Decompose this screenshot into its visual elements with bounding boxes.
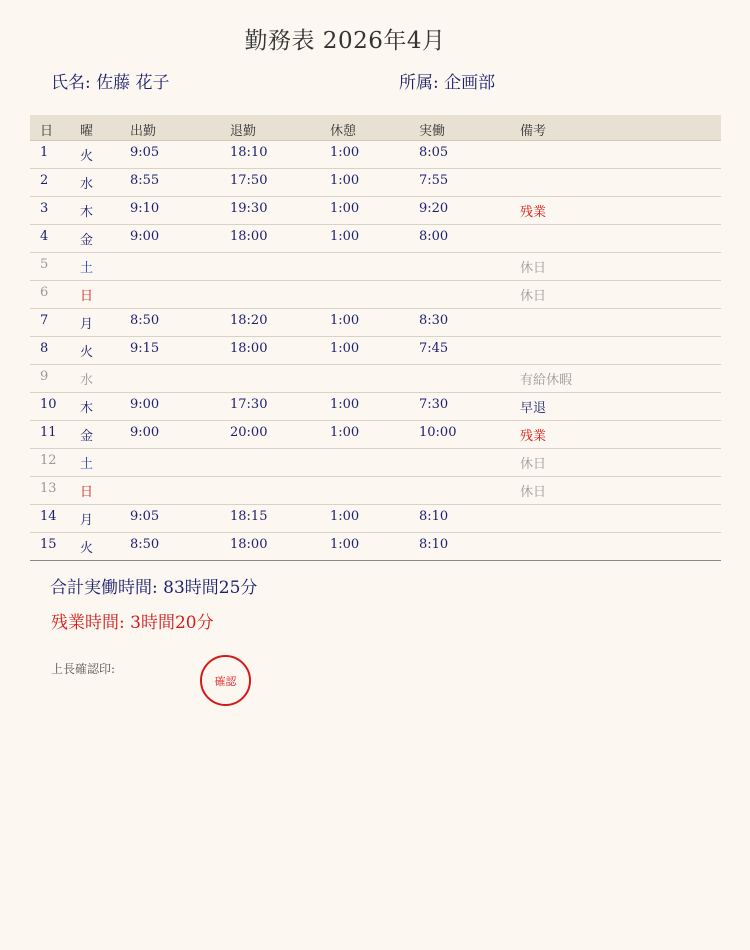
cell-weekday: 木 <box>80 205 94 220</box>
cell-clock-in: 8:50 <box>130 537 160 552</box>
cell-weekday: 月 <box>80 513 94 528</box>
cell-break: 1:00 <box>330 201 360 216</box>
header-clock-in: 出勤 <box>130 124 157 139</box>
cell-break: 1:00 <box>330 173 360 188</box>
table-header <box>30 115 721 141</box>
cell-work: 10:00 <box>419 425 457 440</box>
header-weekday: 曜 <box>80 124 94 139</box>
cell-weekday: 火 <box>80 345 94 360</box>
table-row <box>30 169 721 197</box>
cell-weekday: 金 <box>80 429 94 444</box>
cell-weekday: 日 <box>80 289 94 304</box>
cell-break: 1:00 <box>330 229 360 244</box>
cell-break: 1:00 <box>330 341 360 356</box>
total-work-time: 合計実働時間: 83時間25分 <box>50 578 258 598</box>
cell-weekday: 土 <box>80 457 94 472</box>
cell-work: 8:00 <box>419 229 449 244</box>
cell-note: 休日 <box>520 289 547 304</box>
table-row <box>30 225 721 253</box>
cell-clock-out: 18:10 <box>230 145 268 160</box>
cell-weekday: 日 <box>80 485 94 500</box>
cell-work: 8:10 <box>419 537 449 552</box>
stamp-text: 確認 <box>214 674 237 688</box>
cell-day: 10 <box>40 397 57 412</box>
table-row <box>30 477 721 505</box>
cell-clock-in: 8:50 <box>130 313 160 328</box>
cell-clock-out: 18:00 <box>230 341 268 356</box>
table-row <box>30 421 721 449</box>
cell-clock-out: 18:20 <box>230 313 268 328</box>
cell-weekday: 土 <box>80 261 94 276</box>
cell-weekday: 火 <box>80 541 94 556</box>
cell-day: 6 <box>40 285 49 300</box>
header-day: 日 <box>40 124 54 139</box>
cell-day: 13 <box>40 481 57 496</box>
cell-note: 休日 <box>520 485 547 500</box>
header-work: 実働 <box>419 124 446 139</box>
table-row <box>30 393 721 421</box>
approval-label: 上長確認印: <box>51 662 116 676</box>
cell-work: 9:20 <box>419 201 449 216</box>
header-clock-out: 退勤 <box>230 124 257 139</box>
cell-clock-out: 20:00 <box>230 425 268 440</box>
cell-break: 1:00 <box>330 425 360 440</box>
employee-name: 氏名: 佐藤 花子 <box>51 73 170 93</box>
cell-day: 15 <box>40 537 57 552</box>
cell-note: 残業 <box>520 429 547 444</box>
cell-day: 14 <box>40 509 57 524</box>
cell-note: 有給休暇 <box>520 373 573 388</box>
cell-weekday: 火 <box>80 149 94 164</box>
cell-day: 8 <box>40 341 49 356</box>
cell-weekday: 木 <box>80 401 94 416</box>
cell-weekday: 水 <box>80 373 94 388</box>
cell-work: 7:30 <box>419 397 449 412</box>
cell-break: 1:00 <box>330 509 360 524</box>
cell-clock-in: 9:00 <box>130 397 160 412</box>
cell-note: 休日 <box>520 261 547 276</box>
cell-work: 7:55 <box>419 173 449 188</box>
cell-clock-out: 18:00 <box>230 229 268 244</box>
header-break: 休憩 <box>330 124 357 139</box>
table-row <box>30 505 721 533</box>
employee-department: 所属: 企画部 <box>399 73 496 93</box>
table-row <box>30 309 721 337</box>
page-title: 勤務表 2026年4月 <box>244 28 446 54</box>
cell-break: 1:00 <box>330 145 360 160</box>
cell-clock-in: 9:00 <box>130 425 160 440</box>
table-row <box>30 533 721 560</box>
cell-note: 早退 <box>520 401 547 416</box>
table-row <box>30 365 721 393</box>
cell-weekday: 金 <box>80 233 94 248</box>
cell-day: 9 <box>40 369 49 384</box>
cell-clock-in: 9:15 <box>130 341 160 356</box>
cell-clock-in: 9:10 <box>130 201 160 216</box>
cell-break: 1:00 <box>330 313 360 328</box>
cell-day: 11 <box>40 425 57 440</box>
table-body <box>30 141 721 560</box>
cell-day: 1 <box>40 145 49 160</box>
table-row <box>30 253 721 281</box>
cell-clock-out: 18:15 <box>230 509 268 524</box>
table-row <box>30 449 721 477</box>
cell-clock-out: 18:00 <box>230 537 268 552</box>
cell-clock-in: 9:05 <box>130 145 160 160</box>
table-row <box>30 337 721 365</box>
cell-work: 8:30 <box>419 313 449 328</box>
cell-clock-in: 9:00 <box>130 229 160 244</box>
cell-day: 4 <box>40 229 49 244</box>
cell-clock-in: 9:05 <box>130 509 160 524</box>
cell-weekday: 月 <box>80 317 94 332</box>
cell-clock-out: 19:30 <box>230 201 268 216</box>
table-row <box>30 197 721 225</box>
approval-stamp <box>200 655 251 706</box>
cell-weekday: 水 <box>80 177 94 192</box>
overtime-total: 残業時間: 3時間20分 <box>51 613 214 633</box>
cell-clock-out: 17:30 <box>230 397 268 412</box>
cell-day: 12 <box>40 453 57 468</box>
cell-day: 7 <box>40 313 49 328</box>
cell-day: 3 <box>40 201 49 216</box>
cell-work: 7:45 <box>419 341 449 356</box>
cell-break: 1:00 <box>330 537 360 552</box>
cell-clock-in: 8:55 <box>130 173 160 188</box>
cell-break: 1:00 <box>330 397 360 412</box>
table-row <box>30 141 721 169</box>
cell-day: 2 <box>40 173 49 188</box>
cell-work: 8:10 <box>419 509 449 524</box>
cell-work: 8:05 <box>419 145 449 160</box>
cell-note: 残業 <box>520 205 547 220</box>
header-note: 備考 <box>520 124 547 139</box>
attendance-table <box>30 115 721 561</box>
table-row <box>30 281 721 309</box>
cell-clock-out: 17:50 <box>230 173 268 188</box>
cell-note: 休日 <box>520 457 547 472</box>
cell-day: 5 <box>40 257 49 272</box>
